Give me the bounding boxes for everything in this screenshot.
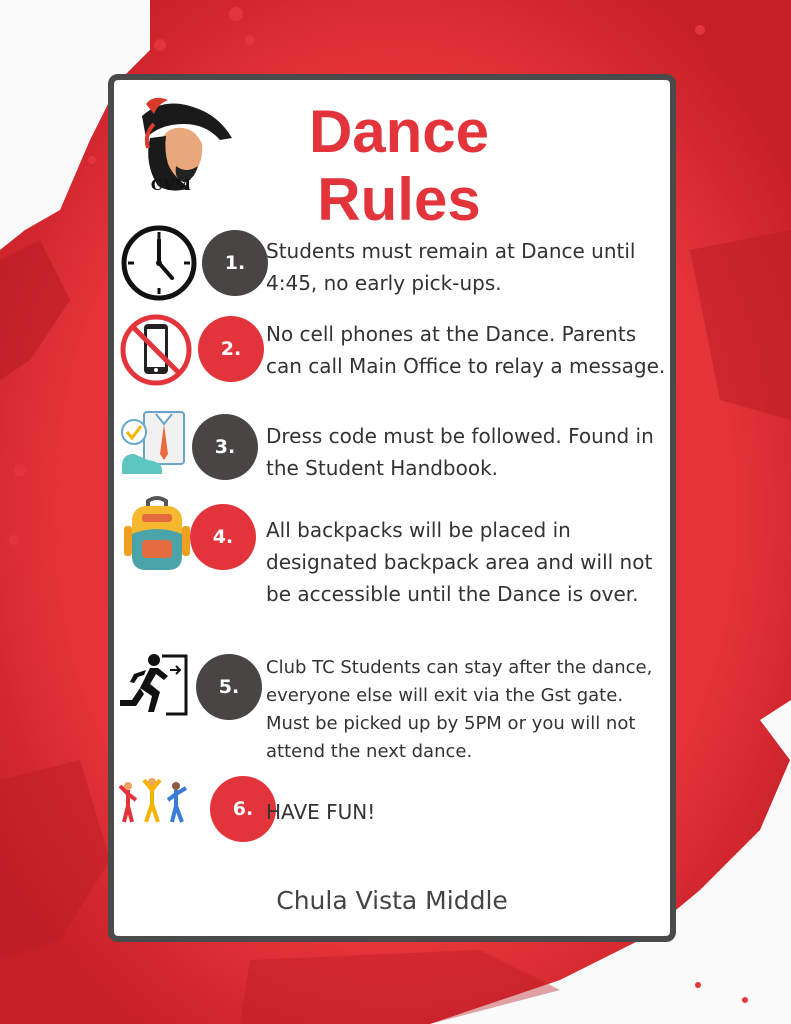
rule-text: Students must remain at Dance until 4:45, no early pick-ups. (266, 239, 636, 295)
no-phone-icon (118, 312, 194, 388)
dancing-people-icon (118, 776, 190, 826)
rule-number-badge: 2. (198, 316, 264, 382)
rule-text: HAVE FUN! (266, 800, 376, 824)
clock-icon (120, 224, 198, 302)
rule-number-badge: 4. (190, 504, 256, 570)
dress-code-icon (118, 410, 190, 482)
backpack-icon (122, 494, 192, 574)
rule-number-badge: 6. (210, 776, 276, 842)
rules-card (108, 74, 676, 942)
rule-text: All backpacks will be placed in designated backpack area and will not be accessible until the Dance is over. (266, 518, 653, 606)
logo-text: CVM (150, 176, 192, 194)
rule-number-badge: 5. (196, 654, 262, 720)
rule-text: Club TC Students can stay after the dance, everyone else will exit via the Gst gate. Must be picked up by 5PM or you will not attend the next dance. (266, 657, 653, 762)
exit-icon (118, 652, 190, 718)
school-name-footer: Chula Vista Middle (276, 886, 508, 915)
rule-text: No cell phones at the Dance. Parents can call Main Office to relay a message. (266, 322, 666, 378)
page-title: Dance Rules (308, 98, 490, 233)
rule-text: Dress code must be followed. Found in the Student Handbook. (266, 424, 654, 480)
rule-number-badge: 3. (192, 414, 258, 480)
rule-number-badge: 1. (202, 230, 268, 296)
